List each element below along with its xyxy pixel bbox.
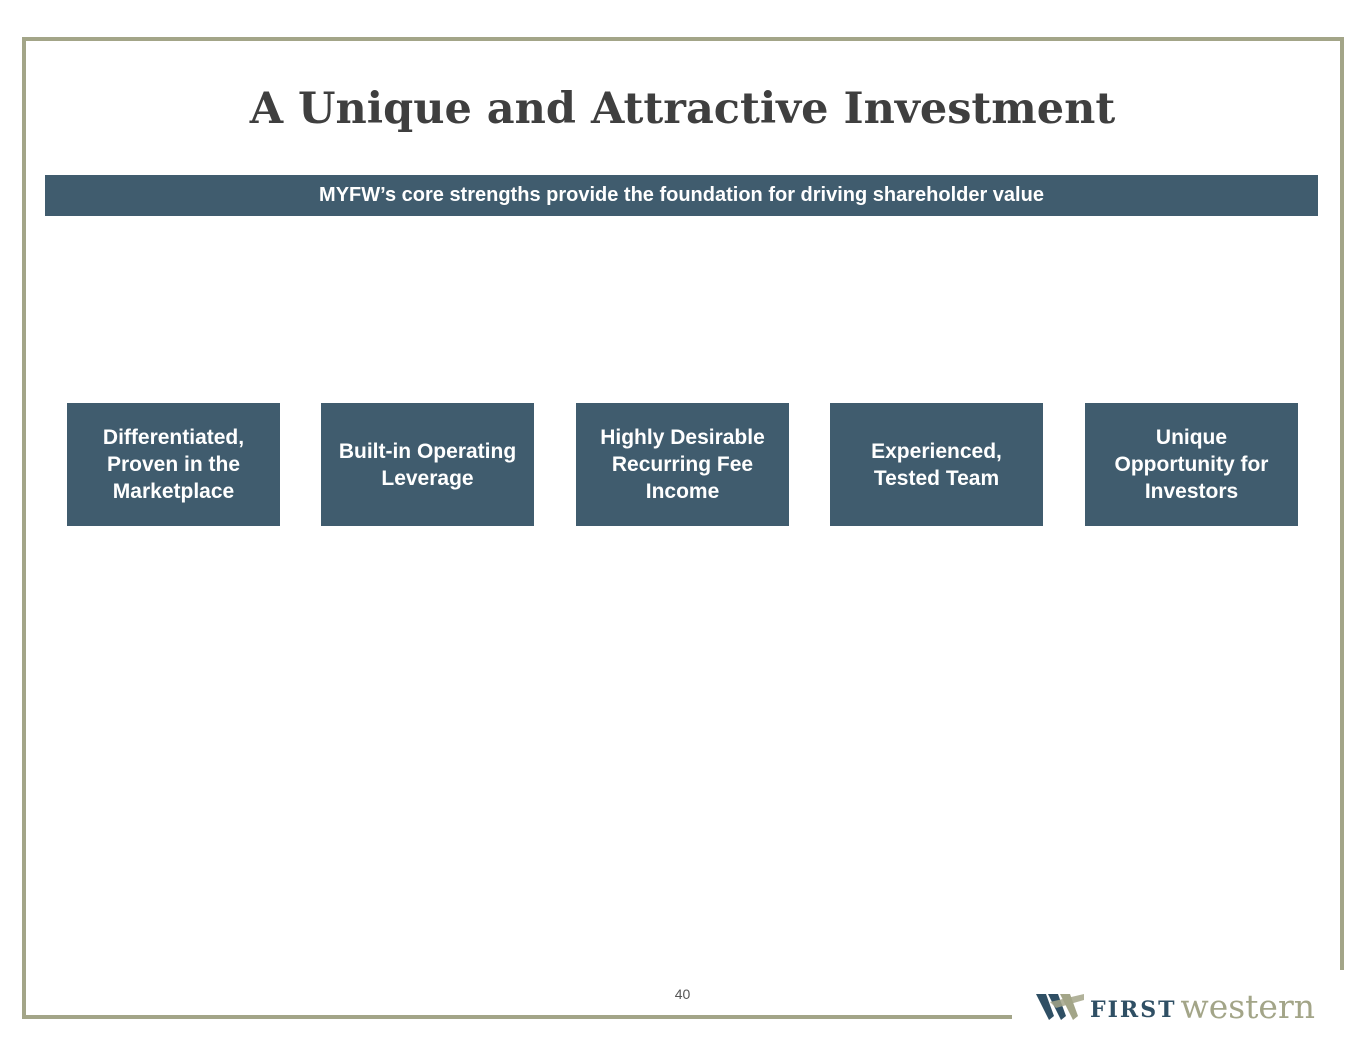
- frame-right-border: [1340, 37, 1344, 970]
- subtitle-text: MYFW’s core strengths provide the foundation for driving shareholder value: [319, 184, 1044, 206]
- page-number: 40: [674, 986, 691, 1002]
- w-logo-icon: [1036, 990, 1084, 1022]
- frame-left-border: [22, 37, 26, 1019]
- frame-bottom-border: [22, 1015, 1012, 1019]
- strength-box-label: Differentiated, Proven in the Marketplace: [102, 426, 245, 503]
- strength-box-recurring-fee-income: [576, 403, 789, 526]
- strengths-row: [67, 403, 1298, 526]
- logo-western-text: western: [1180, 986, 1315, 1026]
- strength-box-label: Unique Opportunity for Investors: [1114, 426, 1269, 503]
- strength-box-operating-leverage: [321, 403, 534, 526]
- frame-top-border: [22, 37, 1344, 41]
- strength-box-label: Highly Desirable Recurring Fee Income: [600, 426, 765, 503]
- page-title: A Unique and Attractive Investment: [249, 84, 1116, 134]
- strength-box-experienced-team: [830, 403, 1043, 526]
- strength-box-unique-opportunity: [1085, 403, 1298, 526]
- first-western-logo: [1036, 986, 1346, 1026]
- strength-box-label: Experienced, Tested Team: [871, 439, 1002, 490]
- strength-box-differentiated: [67, 403, 280, 526]
- subtitle-banner: [45, 175, 1318, 216]
- strength-box-label: Built-in Operating Leverage: [338, 439, 517, 490]
- logo-first-text: FIRST: [1090, 997, 1177, 1023]
